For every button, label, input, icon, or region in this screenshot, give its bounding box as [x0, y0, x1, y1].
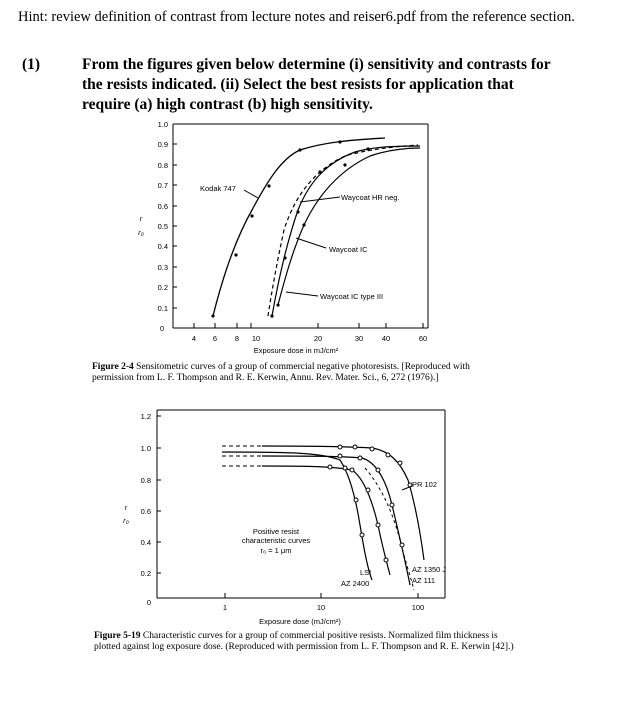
fig2-text [123, 412, 446, 626]
figure-2-caption-label: Figure 5-19 [94, 631, 141, 641]
fig1-xtick-label: 40 [381, 334, 391, 343]
fig1-curve-kodak-747 [213, 138, 385, 316]
fig2-label-pr102: PR 102 [412, 480, 438, 489]
fig1-x-ticks [194, 323, 423, 328]
fig2-ytick-label: 0.6 [140, 507, 151, 516]
fig2-ytick-label: 1.2 [140, 412, 151, 421]
fig2-ytick-label: 0.8 [140, 476, 151, 485]
figure-1 [173, 124, 428, 328]
fig1-label-ic: Waycoat IC [329, 245, 368, 254]
fig1-ytick-label: 0 [159, 324, 164, 333]
fig2-ytick-label: 1.0 [140, 444, 151, 453]
fig2-annotation-line2: characteristic curves [241, 536, 311, 545]
fig1-ytick-label: 0.7 [157, 181, 168, 190]
fig2-annotation-line3: r₀ = 1 μm [260, 546, 292, 555]
fig1-ytick-label: 0.3 [157, 263, 168, 272]
fig1-xtick-label: 8 [234, 334, 240, 343]
fig2-curve-lsi [262, 466, 390, 575]
fig1-y-ticks [173, 124, 177, 308]
fig2-x-ticks [225, 593, 418, 598]
figure-1-caption-text: Sensitometric curves of a group of commercial negative photoresists. [Reproduced with permission from L. F. Thompson and R. E. Kerwin, Annu. Rev. Mater. Sci., 6, 272 (1976).] [92, 362, 470, 383]
fig2-xtick-label: 100 [411, 603, 425, 612]
fig1-ytick-label: 0.9 [157, 140, 168, 149]
fig1-ytick-label: 0.1 [157, 304, 168, 313]
fig1-label-hr: Waycoat HR neg. [341, 193, 400, 202]
fig2-y-ticks [157, 416, 161, 573]
figure-1-caption-label: Figure 2-4 [92, 362, 134, 372]
fig1-ytick-label: 0.5 [157, 222, 168, 231]
fig2-label-az111: AZ 111 [412, 576, 436, 585]
fig2-label-az1350: AZ 1350 J [412, 565, 447, 574]
figure-1-caption [92, 362, 492, 384]
fig1-leader-ic [296, 238, 326, 248]
fig1-xtick-label: 10 [251, 334, 261, 343]
fig1-y-label-num: r [139, 214, 143, 223]
fig2-ytick-label: 0 [146, 598, 151, 607]
fig1-curve-waycoat-hr [272, 146, 420, 316]
hint-text: Hint: review definition of contrast from lecture notes and reiser6.pdf from the reference section. [18, 9, 575, 25]
fig2-ytick-label: 0.4 [140, 538, 151, 547]
fig1-x-axis-label: Exposure dose in mJ/cm² [253, 346, 339, 355]
fig1-leader-kodak [244, 190, 258, 198]
fig1-y-label-den: r₀ [138, 228, 144, 237]
fig2-label-az2400: AZ 2400 [341, 579, 370, 588]
fig1-label-kodak: Kodak 747 [200, 184, 236, 193]
figure-2 [157, 410, 445, 598]
fig2-label-lsi: LSI [360, 568, 372, 577]
figure-2-caption [94, 631, 514, 653]
fig1-label-ic3: Waycoat IC type III [320, 292, 384, 301]
fig1-xtick-label: 20 [313, 334, 323, 343]
fig1-ytick-label: 0.2 [157, 283, 168, 292]
fig2-y-label-den: r₀ [123, 516, 129, 525]
fig2-annotation-line1: Positive resist [252, 527, 300, 536]
fig2-xtick-label: 1 [222, 603, 228, 612]
question-number: (1) [22, 56, 41, 73]
fig1-ytick-label: 0.8 [157, 161, 168, 170]
fig1-curve-waycoat-ic [268, 145, 418, 316]
question-text: From the figures given below determine (i) sensitivity and contrasts for the resists indicated. (ii) Select the best resists for application that require (a) high contrast (b) high sensitivity. [82, 56, 551, 113]
fig2-xtick-label: 10 [316, 603, 326, 612]
fig1-leader-ic3 [286, 292, 318, 296]
fig2-y-label-num: r [124, 503, 128, 512]
fig1-xtick-label: 60 [418, 334, 428, 343]
fig2-x-axis-label: Exposure dose (mJ/cm²) [259, 617, 341, 626]
fig1-curve-waycoat-ic-type-iii [278, 148, 420, 305]
fig2-curve-az2400 [222, 452, 372, 580]
fig1-ytick-label: 0.4 [157, 242, 168, 251]
fig1-ytick-label: 1.0 [157, 120, 168, 129]
fig2-ytick-label: 0.2 [140, 569, 151, 578]
figure-2-caption-text: Characteristic curves for a group of commercial positive resists. Normalized film thickness is plotted against log exposure dose. (Reproduced with permission from L. F. Thompson and R. E. Kerwin [42].) [94, 631, 514, 652]
fig1-xtick-label: 4 [191, 334, 197, 343]
fig1-xtick-label: 30 [354, 334, 364, 343]
fig1-xtick-label: 6 [212, 334, 218, 343]
fig1-ytick-label: 0.6 [157, 202, 168, 211]
